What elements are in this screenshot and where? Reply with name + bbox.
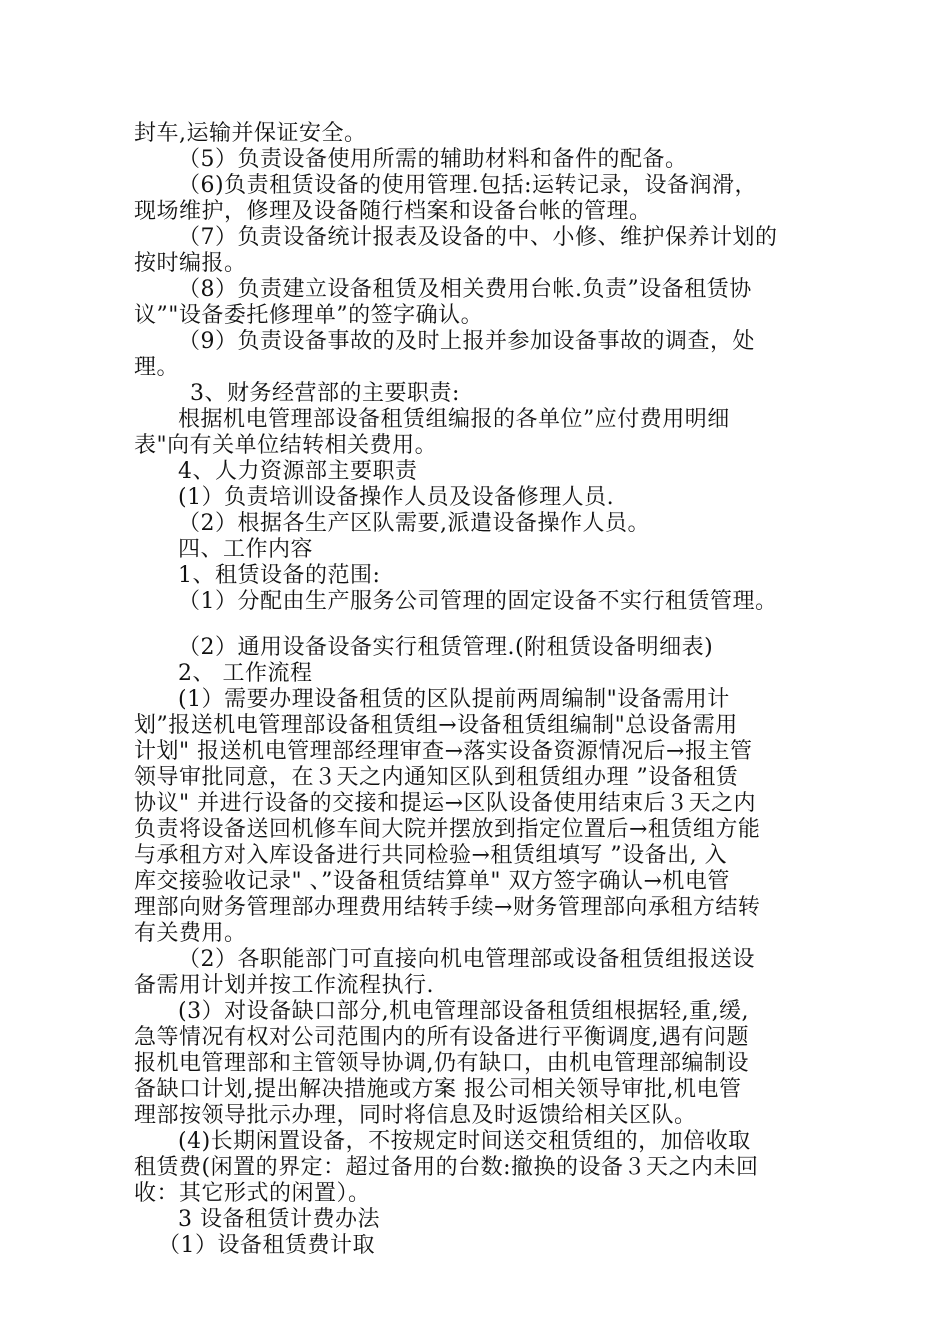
text-line: 计划" 报送机电管理部经理审查→落实设备资源情况后→报主管 xyxy=(134,739,753,764)
text-line: 封车,运输并保证安全。 xyxy=(134,121,367,146)
text-line: （2）各职能部门可直接向机电管理部或设备租赁组报送设 xyxy=(178,947,755,972)
section-heading: 四、工作内容 xyxy=(178,537,314,562)
text-line: （9）负责设备事故的及时上报并参加设备事故的调查，处 xyxy=(178,329,755,354)
text-line: 与承租方对入库设备进行共同检验→租赁组填写 ”设备出, 入 xyxy=(134,843,728,868)
section-heading: 3 设备租赁计费办法 xyxy=(178,1207,380,1232)
text-line: （7）负责设备统计报表及设备的中、小修、维护保养计划的 xyxy=(178,225,778,250)
text-line: （2）根据各生产区队需要,派遣设备操作人员。 xyxy=(178,511,650,536)
text-line: 议”"设备委托修理单”的签字确认。 xyxy=(134,303,484,328)
text-line: 报机电管理部和主管领导协调,仍有缺口，由机电管理部编制设 xyxy=(134,1051,749,1076)
text-line: 急等情况有权对公司范围内的所有设备进行平衡调度,遇有问题 xyxy=(134,1025,749,1050)
text-line: 负责将设备送回机修车间大院并摆放到指定位置后→租赁组方能 xyxy=(134,817,761,842)
section-heading: 4、人力资源部主要职责 xyxy=(178,459,418,484)
text-line: （2）通用设备设备实行租赁管理.(附租赁设备明细表) xyxy=(178,635,714,660)
text-line: 备需用计划并按工作流程执行. xyxy=(134,973,434,998)
text-line: 协议" 并进行设备的交接和提运→区队设备使用结束后３天之内 xyxy=(134,791,757,816)
text-line: 收：其它形式的闲置）。 xyxy=(134,1181,371,1206)
text-line: 理。 xyxy=(134,355,180,380)
text-line: （1）设备租赁费计取 xyxy=(158,1233,375,1258)
text-line: （8）负责建立设备租赁及相关费用台帐.负责”设备租赁协 xyxy=(178,277,752,302)
section-heading: 3、财务经营部的主要职责: xyxy=(190,381,460,406)
text-line: (1）需要办理设备租赁的区队提前两周编制"设备需用计 xyxy=(178,687,730,712)
section-heading: 1、租赁设备的范围: xyxy=(178,563,381,588)
text-line: 根据机电管理部设备租赁组编报的各单位”应付费用明细 xyxy=(178,407,730,432)
text-line: 理部按领导批示办理，同时将信息及时返馈给相关区队。 xyxy=(134,1103,697,1128)
text-line: （1）分配由生产服务公司管理的固定设备不实行租赁管理。 xyxy=(178,589,778,614)
text-line: 表"向有关单位结转相关费用。 xyxy=(134,433,438,458)
text-line: (1）负责培训设备操作人员及设备修理人员. xyxy=(178,485,615,510)
text-line: 有关费用。 xyxy=(134,921,247,946)
text-line: 租赁费(闲置的界定：超过备用的台数:撤换的设备３天之内未回 xyxy=(134,1155,759,1180)
text-line: 领导审批同意，在３天之内通知区队到租赁组办理 ”设备租赁 xyxy=(134,765,739,790)
text-line: （6)负责租赁设备的使用管理.包括:运转记录，设备润滑， xyxy=(178,173,757,198)
text-line: （5）负责设备使用所需的辅助材料和备件的配备。 xyxy=(178,147,688,172)
text-line: 按时编报。 xyxy=(134,251,247,276)
text-line: 理部向财务管理部办理费用结转手续→财务管理部向承租方结转 xyxy=(134,895,761,920)
text-line: 划”报送机电管理部设备租赁组→设备租赁组编制"总设备需用 xyxy=(134,713,738,738)
section-heading: 2、 工作流程 xyxy=(178,661,313,686)
text-line: (4)长期闲置设备，不按规定时间送交租赁组的，加倍收取 xyxy=(178,1129,751,1154)
text-line: 备缺口计划,提出解决措施或方案 报公司相关领导审批,机电管 xyxy=(134,1077,742,1102)
text-line: 现场维护，修理及设备随行档案和设备台帐的管理。 xyxy=(134,199,652,224)
text-line: (3）对设备缺口部分,机电管理部设备租赁组根据轻,重,缓, xyxy=(178,999,750,1024)
text-line: 库交接验收记录" 、”设备租赁结算单" 双方签字确认→机电管 xyxy=(134,869,730,894)
